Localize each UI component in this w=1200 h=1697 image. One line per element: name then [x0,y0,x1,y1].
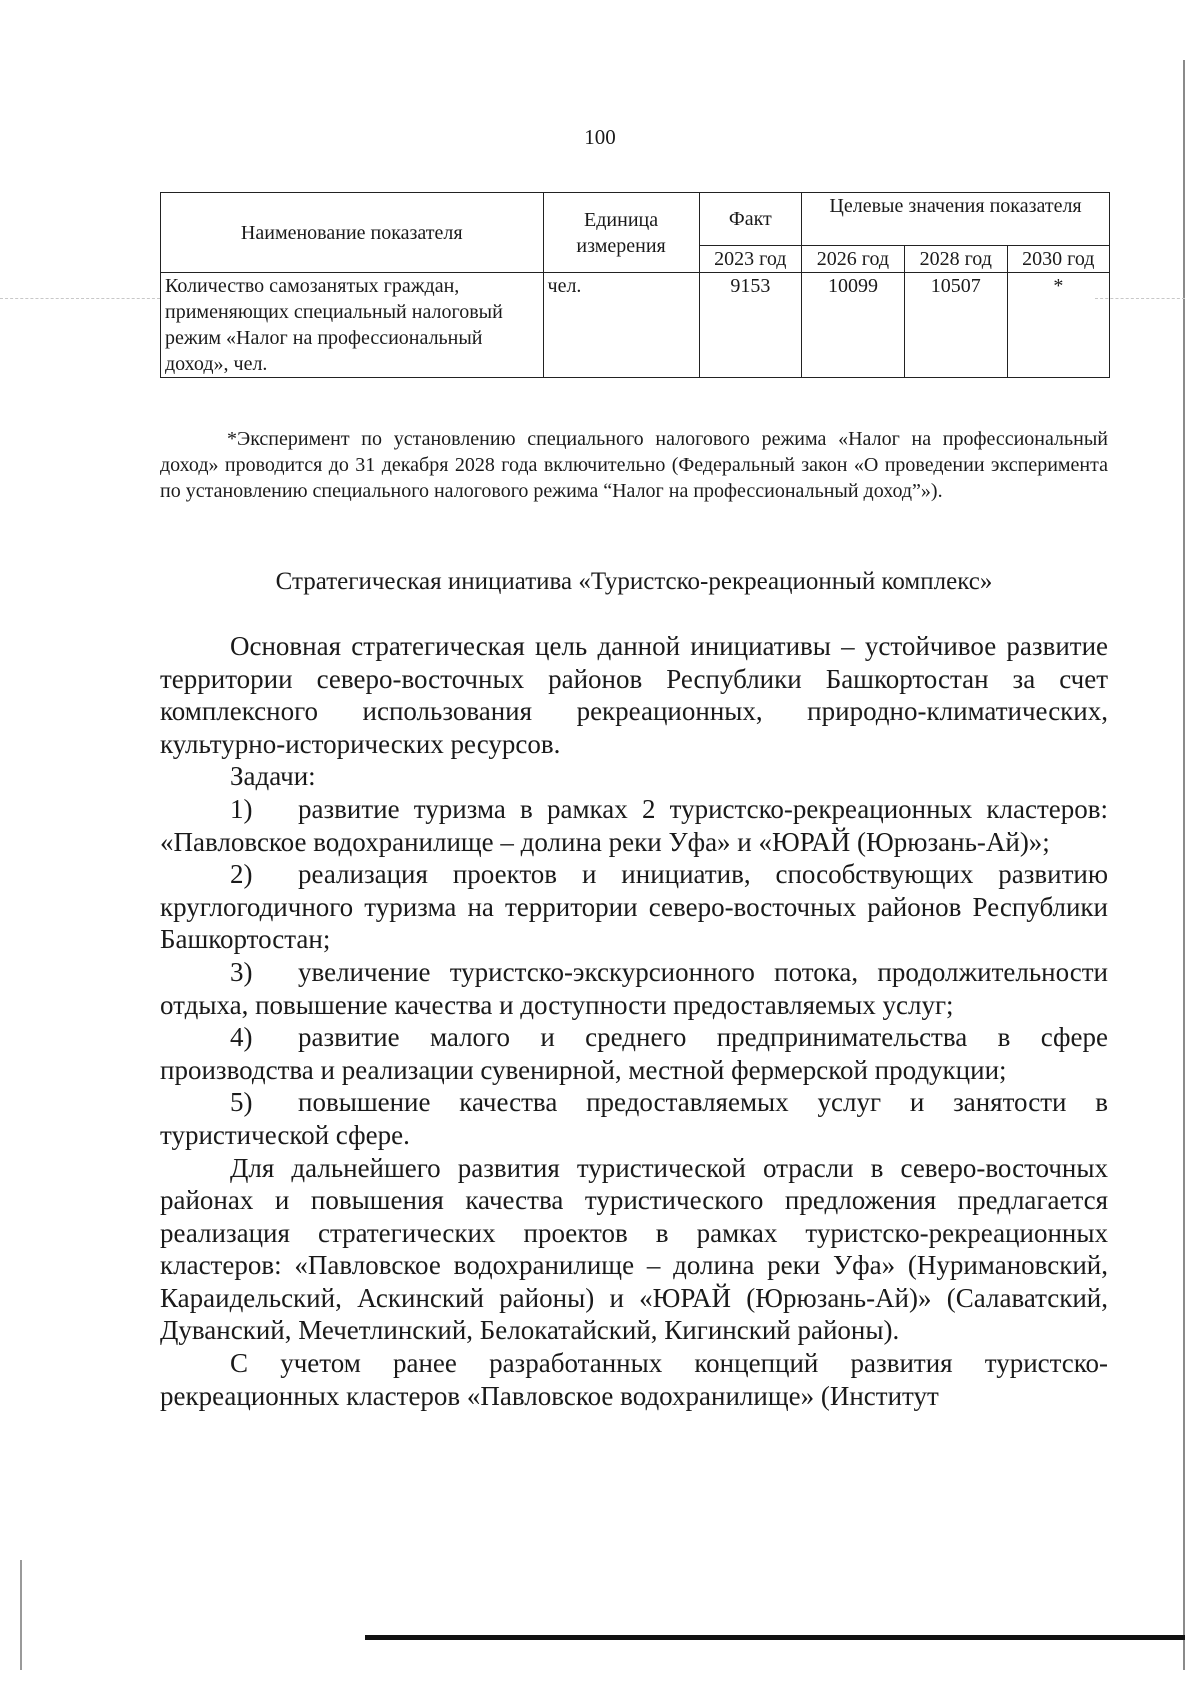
closing-paragraph: С учетом ранее разработанных концепций развития туристско-рекреационных кластеров «Павловское водохранилище» (Институт [160,1348,1108,1411]
task-number: 1) [230,793,253,824]
task-number: 4) [230,1022,253,1053]
task-item [160,793,1108,858]
task-text: увеличение туристско-экскурсионного потока, продолжительности отдыха, повышение качества и доступности предоставляемых услуг; [160,956,1108,1020]
task-text: повышение качества предоставляемых услуг и занятости в туристической сфере. [160,1087,1108,1150]
row-value: 9153 [699,273,801,378]
task-text: развитие малого и среднего предпринимательства в сфере производства и реализации сувенирной, местной фермерской продукции; [160,1022,1108,1085]
header-year: 2028 год [904,246,1007,273]
page-number: 100 [584,125,616,149]
tasks-label: Задачи: [230,761,316,792]
row-unit: чел. [543,273,699,378]
scan-bottom-bar [365,1635,1185,1640]
task-number: 2) [230,859,253,890]
body-text [160,630,1108,1412]
task-item [160,1021,1108,1086]
table-row [161,273,1110,378]
row-name: Количество самозанятых граждан, применяющих специальный налоговый режим «Налог на профессиональный доход», чел. [161,273,544,378]
scan-artifact-line [0,298,160,299]
task-item [160,1086,1108,1151]
task-item [160,858,1108,956]
task-text: реализация проектов и инициатив, способствующих развитию круглогодичного туризма на территории северо-восточных районов Республики Башкортостан; [160,859,1108,955]
header-name: Наименование показателя [161,193,544,273]
header-year: 2026 год [802,246,905,273]
header-year: 2023 год [699,246,801,273]
task-number: 5) [230,1087,253,1118]
row-value: * [1007,273,1109,378]
footnote-text: *Эксперимент по установлению специального налогового режима «Налог на профессиональный доход» проводится до 31 декабря 2028 года включительно (Федеральный закон «О проведении эксперимента по установлению специального налогового режима “Налог на профессиональный доход”»). [160,428,1108,502]
row-value: 10507 [904,273,1007,378]
row-value: 10099 [802,273,905,378]
development-paragraph: Для дальнейшего развития туристической отрасли в северо-восточных районах и повышения качества туристического предложения предлагается реализация стратегических проектов в рамках туристско-рекреационных кластеров: «Павловское водохранилище – долина реки Уфа» (Нуримановский, Караидельский, Аскинский районы) и «ЮРАЙ (Юрюзань-Ай)» (Салаватский, Дуванский, Мечетлинский, Белокатайский, Кигинский районы). [160,1152,1108,1346]
header-year: 2030 год [1007,246,1109,273]
scan-edge-right [1183,60,1185,1670]
section-heading: Стратегическая инициатива «Туристско-рекреационный комплекс» [275,568,993,595]
header-fact: Факт [699,193,801,246]
table-header-row [161,193,1110,246]
task-number: 3) [230,956,253,987]
goal-paragraph: Основная стратегическая цель данной инициативы – устойчивое развитие территории северо-восточных районов Республики Башкортостан за счет комплексного использования рекреационных, природно-климатических, культурно-исторических ресурсов. [160,631,1108,759]
header-targets: Целевые значения показателя [802,193,1110,246]
header-unit: Единица измерения [543,193,699,273]
scan-edge-left [20,1560,22,1670]
footnote [160,426,1108,504]
indicator-table [160,192,1110,378]
task-text: развитие туризма в рамках 2 туристско-рекреационных кластеров: «Павловское водохранилище – долина реки Уфа» и «ЮРАЙ (Юрюзань-Ай)»; [160,793,1108,857]
task-item [160,956,1108,1021]
